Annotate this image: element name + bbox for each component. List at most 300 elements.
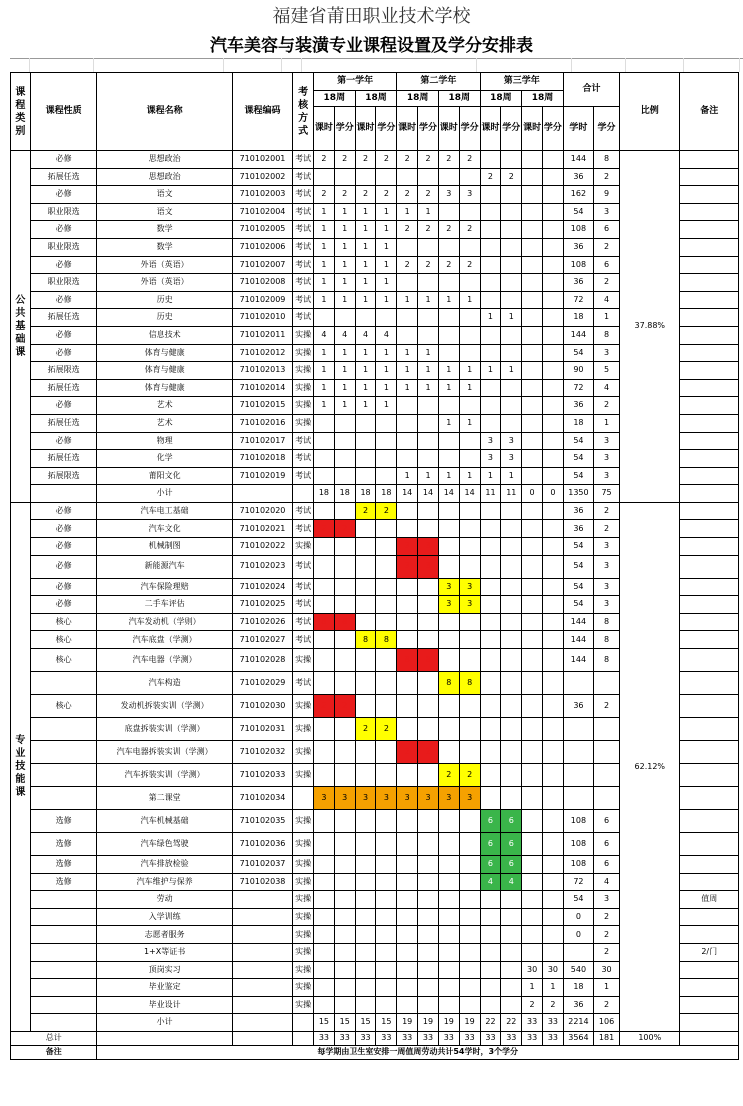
semester-cell — [501, 695, 522, 718]
total-hours-cell: 144 — [563, 631, 593, 649]
course-nature: 选修 — [30, 810, 97, 833]
semester-cell: 3 — [480, 432, 501, 450]
semester-cell — [418, 961, 439, 979]
semester-cell — [480, 596, 501, 614]
semester-cell — [543, 538, 564, 556]
semester-cell: 4 — [376, 326, 397, 344]
semester-cell — [438, 168, 459, 186]
semester-cell — [501, 186, 522, 204]
semester-cell — [501, 414, 522, 432]
semester-cell — [501, 718, 522, 741]
header-code: 课程编码 — [232, 73, 292, 151]
semester-cell: 2 — [501, 168, 522, 186]
semester-cell: 4 — [480, 873, 501, 891]
semester-cell — [314, 631, 335, 649]
semester-cell: 1 — [376, 221, 397, 239]
remark-cell — [680, 695, 739, 718]
semester-cell — [543, 203, 564, 221]
total-hours-cell: 54 — [563, 538, 593, 556]
semester-cell — [376, 555, 397, 578]
note-text: 每学期由卫生室安排一周值周劳动共计54学时，3个学分 — [97, 1045, 739, 1059]
course-name: 入学训练 — [97, 908, 232, 926]
semester-cell — [459, 613, 480, 631]
semester-cell — [334, 502, 355, 520]
remark-cell — [680, 238, 739, 256]
semester-cell: 1 — [334, 274, 355, 292]
course-nature — [30, 926, 97, 944]
semester-cell: 2 — [397, 741, 418, 764]
semester-cell — [480, 979, 501, 997]
semester-cell — [480, 891, 501, 909]
semester-cell — [418, 168, 439, 186]
semester-cell — [480, 961, 501, 979]
course-name: 外语（英语） — [97, 256, 232, 274]
semester-cell — [397, 309, 418, 327]
remark-cell — [680, 344, 739, 362]
header-year-3: 第三学年 — [480, 73, 563, 91]
course-nature — [30, 1014, 97, 1032]
semester-cell — [355, 873, 376, 891]
total-credits-cell — [594, 787, 620, 810]
exam-method: 考试 — [293, 309, 314, 327]
exam-method: 实操 — [293, 414, 314, 432]
semester-cell — [334, 578, 355, 596]
semester-cell — [543, 891, 564, 909]
header-week: 18周 — [438, 91, 480, 107]
semester-cell — [459, 432, 480, 450]
header-week: 18周 — [480, 91, 522, 107]
semester-cell: 1 — [418, 344, 439, 362]
total-ratio: 100% — [620, 1031, 680, 1045]
semester-cell: 1 — [314, 291, 335, 309]
semester-cell — [438, 631, 459, 649]
semester-cell — [314, 432, 335, 450]
total-cell: 33 — [355, 1031, 376, 1045]
semester-cell — [314, 810, 335, 833]
remark-cell — [680, 221, 739, 239]
semester-cell — [522, 186, 543, 204]
total-hours-cell: 36 — [563, 168, 593, 186]
header-credits: 学分 — [543, 107, 564, 151]
semester-cell — [314, 467, 335, 485]
semester-cell: 1 — [501, 467, 522, 485]
semester-cell — [418, 631, 439, 649]
semester-cell — [355, 908, 376, 926]
total-credits-cell: 2 — [594, 695, 620, 718]
semester-cell: 19 — [438, 1014, 459, 1032]
semester-cell: 1 — [459, 379, 480, 397]
semester-cell — [459, 203, 480, 221]
header-nature: 课程性质 — [30, 73, 97, 151]
header-year-2: 第二学年 — [397, 73, 480, 91]
total-hours-cell: 72 — [563, 291, 593, 309]
semester-cell — [522, 672, 543, 695]
semester-cell — [543, 256, 564, 274]
header-hours: 课时 — [438, 107, 459, 151]
remark-cell: 值周 — [680, 891, 739, 909]
semester-cell — [334, 741, 355, 764]
course-nature: 必修 — [30, 221, 97, 239]
course-nature: 必修 — [30, 578, 97, 596]
semester-cell — [501, 578, 522, 596]
course-name: 机械制图 — [97, 538, 232, 556]
semester-cell: 3 — [438, 578, 459, 596]
exam-method: 实操 — [293, 695, 314, 718]
remark-cell — [680, 596, 739, 614]
semester-cell: 1 — [438, 414, 459, 432]
semester-cell — [418, 764, 439, 787]
course-name: 语文 — [97, 203, 232, 221]
semester-cell — [334, 718, 355, 741]
semester-cell — [543, 432, 564, 450]
semester-cell — [522, 596, 543, 614]
total-hours-cell: 0 — [563, 908, 593, 926]
semester-cell — [355, 520, 376, 538]
semester-cell: 2 — [334, 151, 355, 169]
course-nature: 必修 — [30, 596, 97, 614]
semester-cell: 1 — [397, 344, 418, 362]
semester-cell — [543, 274, 564, 292]
semester-cell — [334, 649, 355, 672]
course-code: 710102015 — [232, 397, 292, 415]
semester-cell — [438, 274, 459, 292]
semester-cell — [543, 649, 564, 672]
total-credits-cell: 8 — [594, 151, 620, 169]
semester-cell — [438, 718, 459, 741]
semester-cell — [397, 502, 418, 520]
course-name: 劳动 — [97, 891, 232, 909]
semester-cell: 3 — [501, 450, 522, 468]
course-name: 体育与健康 — [97, 344, 232, 362]
semester-cell — [543, 291, 564, 309]
course-code: 710102019 — [232, 467, 292, 485]
semester-cell — [314, 649, 335, 672]
course-name: 汽车机械基础 — [97, 810, 232, 833]
total-credits-cell: 1 — [594, 414, 620, 432]
semester-cell — [522, 379, 543, 397]
header-week: 18周 — [355, 91, 397, 107]
semester-cell — [522, 151, 543, 169]
semester-cell — [314, 833, 335, 856]
semester-cell — [438, 238, 459, 256]
course-nature — [30, 672, 97, 695]
semester-cell — [501, 326, 522, 344]
semester-cell: 1 — [376, 274, 397, 292]
total-credits-cell — [594, 764, 620, 787]
semester-cell — [418, 891, 439, 909]
semester-cell — [501, 502, 522, 520]
remark-cell — [680, 613, 739, 631]
semester-cell — [543, 379, 564, 397]
semester-cell — [543, 695, 564, 718]
semester-cell — [355, 450, 376, 468]
semester-cell: 1 — [314, 274, 335, 292]
course-name: 毕业设计 — [97, 996, 232, 1014]
semester-cell: 1 — [397, 362, 418, 380]
semester-cell — [543, 238, 564, 256]
course-nature: 必修 — [30, 538, 97, 556]
total-hours-cell: 144 — [563, 151, 593, 169]
total-cell: 33 — [418, 1031, 439, 1045]
semester-cell: 18 — [334, 485, 355, 503]
semester-cell — [543, 344, 564, 362]
semester-cell: 3 — [459, 186, 480, 204]
semester-cell — [522, 291, 543, 309]
semester-cell — [334, 538, 355, 556]
total-hours-cell: 36 — [563, 238, 593, 256]
semester-cell — [355, 695, 376, 718]
semester-cell — [438, 649, 459, 672]
semester-cell: 2 — [480, 168, 501, 186]
semester-cell — [397, 908, 418, 926]
semester-cell — [459, 649, 480, 672]
total-cell: 33 — [501, 1031, 522, 1045]
exam-method: 考试 — [293, 238, 314, 256]
course-code: 710102029 — [232, 672, 292, 695]
semester-cell: 2 — [543, 996, 564, 1014]
semester-cell — [459, 520, 480, 538]
semester-cell — [376, 450, 397, 468]
semester-cell — [501, 151, 522, 169]
remark-cell — [680, 787, 739, 810]
total-credits-cell — [594, 741, 620, 764]
exam-method: 实操 — [293, 326, 314, 344]
course-code: 710102018 — [232, 450, 292, 468]
course-code: 710102003 — [232, 186, 292, 204]
semester-cell: 8 — [397, 649, 418, 672]
course-code — [232, 944, 292, 962]
course-code — [232, 979, 292, 997]
course-code — [232, 891, 292, 909]
semester-cell — [418, 908, 439, 926]
exam-method: 实操 — [293, 764, 314, 787]
semester-cell: 1 — [334, 344, 355, 362]
semester-cell — [397, 718, 418, 741]
semester-cell — [522, 414, 543, 432]
course-nature: 必修 — [30, 502, 97, 520]
total-hours-cell: 108 — [563, 221, 593, 239]
semester-cell: 2 — [355, 502, 376, 520]
semester-cell — [397, 450, 418, 468]
semester-cell — [459, 309, 480, 327]
semester-cell — [459, 908, 480, 926]
semester-cell — [314, 764, 335, 787]
course-nature: 拓展任选 — [30, 450, 97, 468]
semester-cell — [397, 873, 418, 891]
total-hours-cell: 18 — [563, 979, 593, 997]
remark-cell — [680, 379, 739, 397]
semester-cell: 2 — [314, 151, 335, 169]
course-code: 710102016 — [232, 414, 292, 432]
total-credits-cell: 3 — [594, 203, 620, 221]
semester-cell — [314, 996, 335, 1014]
semester-cell: 1 — [334, 362, 355, 380]
course-name: 汽车文化 — [97, 520, 232, 538]
course-nature: 核心 — [30, 631, 97, 649]
semester-cell — [376, 891, 397, 909]
semester-cell — [543, 856, 564, 874]
category-cell: 专业技能课 — [11, 502, 31, 1031]
total-hours-cell: 54 — [563, 203, 593, 221]
course-code: 710102012 — [232, 344, 292, 362]
course-name: 汽车保险理赔 — [97, 578, 232, 596]
total-credits-cell: 2 — [594, 168, 620, 186]
semester-cell — [355, 741, 376, 764]
total-hours-cell: 54 — [563, 578, 593, 596]
remark-cell — [680, 718, 739, 741]
course-nature: 必修 — [30, 326, 97, 344]
course-name: 汽车拆装实训（学测） — [97, 764, 232, 787]
semester-cell — [480, 908, 501, 926]
semester-cell — [501, 555, 522, 578]
semester-cell — [355, 944, 376, 962]
semester-cell — [418, 810, 439, 833]
semester-cell — [334, 432, 355, 450]
table-row — [11, 502, 739, 520]
course-nature: 必修 — [30, 151, 97, 169]
semester-cell: 2 — [459, 221, 480, 239]
semester-cell — [418, 414, 439, 432]
course-name: 体育与健康 — [97, 362, 232, 380]
course-code: 710102031 — [232, 718, 292, 741]
course-nature: 选修 — [30, 873, 97, 891]
semester-cell — [501, 291, 522, 309]
remark-cell — [680, 926, 739, 944]
semester-cell: 19 — [418, 1014, 439, 1032]
semester-cell: 1 — [418, 203, 439, 221]
course-name: 小计 — [97, 1014, 232, 1032]
semester-cell — [397, 397, 418, 415]
semester-cell: 30 — [522, 961, 543, 979]
course-code: 710102017 — [232, 432, 292, 450]
table-row — [11, 151, 739, 169]
exam-method: 考试 — [293, 432, 314, 450]
semester-cell — [522, 502, 543, 520]
semester-cell — [522, 578, 543, 596]
total-hours-cell: 108 — [563, 810, 593, 833]
semester-cell: 1 — [314, 238, 335, 256]
ratio-cell: 62.12% — [620, 502, 680, 1031]
semester-cell: 2 — [314, 695, 335, 718]
semester-cell — [314, 450, 335, 468]
semester-cell — [418, 309, 439, 327]
semester-cell — [397, 168, 418, 186]
course-name: 思想政治 — [97, 151, 232, 169]
total-credits-cell: 2 — [594, 520, 620, 538]
semester-cell — [459, 979, 480, 997]
semester-cell — [459, 996, 480, 1014]
total-hours-cell: 36 — [563, 996, 593, 1014]
semester-cell: 1 — [314, 397, 335, 415]
total-hours-cell — [563, 741, 593, 764]
semester-cell — [314, 961, 335, 979]
semester-cell: 8 — [334, 613, 355, 631]
semester-cell — [459, 961, 480, 979]
semester-cell — [501, 891, 522, 909]
ratio-cell: 37.88% — [620, 151, 680, 503]
semester-cell — [480, 649, 501, 672]
exam-method: 考试 — [293, 520, 314, 538]
total-credits-cell: 2 — [594, 397, 620, 415]
semester-cell — [355, 764, 376, 787]
course-nature: 职业限选 — [30, 274, 97, 292]
semester-cell — [334, 450, 355, 468]
semester-cell: 15 — [376, 1014, 397, 1032]
exam-method: 实操 — [293, 908, 314, 926]
semester-cell — [376, 810, 397, 833]
total-hours-cell — [563, 764, 593, 787]
course-nature — [30, 996, 97, 1014]
course-code — [232, 996, 292, 1014]
total-credits-cell: 4 — [594, 873, 620, 891]
header-exam: 考核方式 — [293, 73, 314, 151]
semester-cell — [418, 520, 439, 538]
semester-cell — [314, 979, 335, 997]
semester-cell: 1 — [334, 379, 355, 397]
header-credits: 学分 — [334, 107, 355, 151]
semester-cell — [480, 151, 501, 169]
course-code: 710102030 — [232, 695, 292, 718]
course-nature — [30, 787, 97, 810]
sheet-grid-strip — [10, 58, 743, 72]
semester-cell — [355, 649, 376, 672]
semester-cell: 3 — [480, 450, 501, 468]
semester-cell: 3 — [334, 787, 355, 810]
semester-cell: 18 — [314, 485, 335, 503]
semester-cell — [501, 944, 522, 962]
semester-cell — [397, 414, 418, 432]
semester-cell: 33 — [543, 1014, 564, 1032]
semester-cell — [438, 961, 459, 979]
course-nature — [30, 741, 97, 764]
semester-cell — [501, 926, 522, 944]
semester-cell — [334, 996, 355, 1014]
semester-cell — [480, 944, 501, 962]
total-credits-cell: 8 — [594, 631, 620, 649]
semester-cell — [480, 555, 501, 578]
total-hours-cell — [563, 672, 593, 695]
semester-cell: 8 — [418, 649, 439, 672]
total-credits-cell: 3 — [594, 467, 620, 485]
header-remark: 备注 — [680, 73, 739, 151]
semester-cell — [438, 741, 459, 764]
remark-cell — [680, 961, 739, 979]
total-credits-cell: 6 — [594, 856, 620, 874]
exam-method: 实操 — [293, 996, 314, 1014]
exam-method: 考试 — [293, 596, 314, 614]
semester-cell — [543, 631, 564, 649]
exam-method: 考试 — [293, 631, 314, 649]
semester-cell — [334, 414, 355, 432]
semester-cell — [522, 256, 543, 274]
semester-cell — [522, 309, 543, 327]
semester-cell: 4 — [334, 326, 355, 344]
total-hours-cell — [563, 718, 593, 741]
semester-cell — [522, 450, 543, 468]
semester-cell — [522, 908, 543, 926]
course-nature: 必修 — [30, 344, 97, 362]
course-name: 物理 — [97, 432, 232, 450]
semester-cell: 1 — [314, 344, 335, 362]
remark-cell — [680, 274, 739, 292]
semester-cell: 1 — [314, 221, 335, 239]
semester-cell — [397, 596, 418, 614]
exam-method: 实操 — [293, 649, 314, 672]
exam-method — [293, 787, 314, 810]
header-hours: 课时 — [480, 107, 501, 151]
semester-cell — [522, 326, 543, 344]
total-credits-cell — [594, 672, 620, 695]
